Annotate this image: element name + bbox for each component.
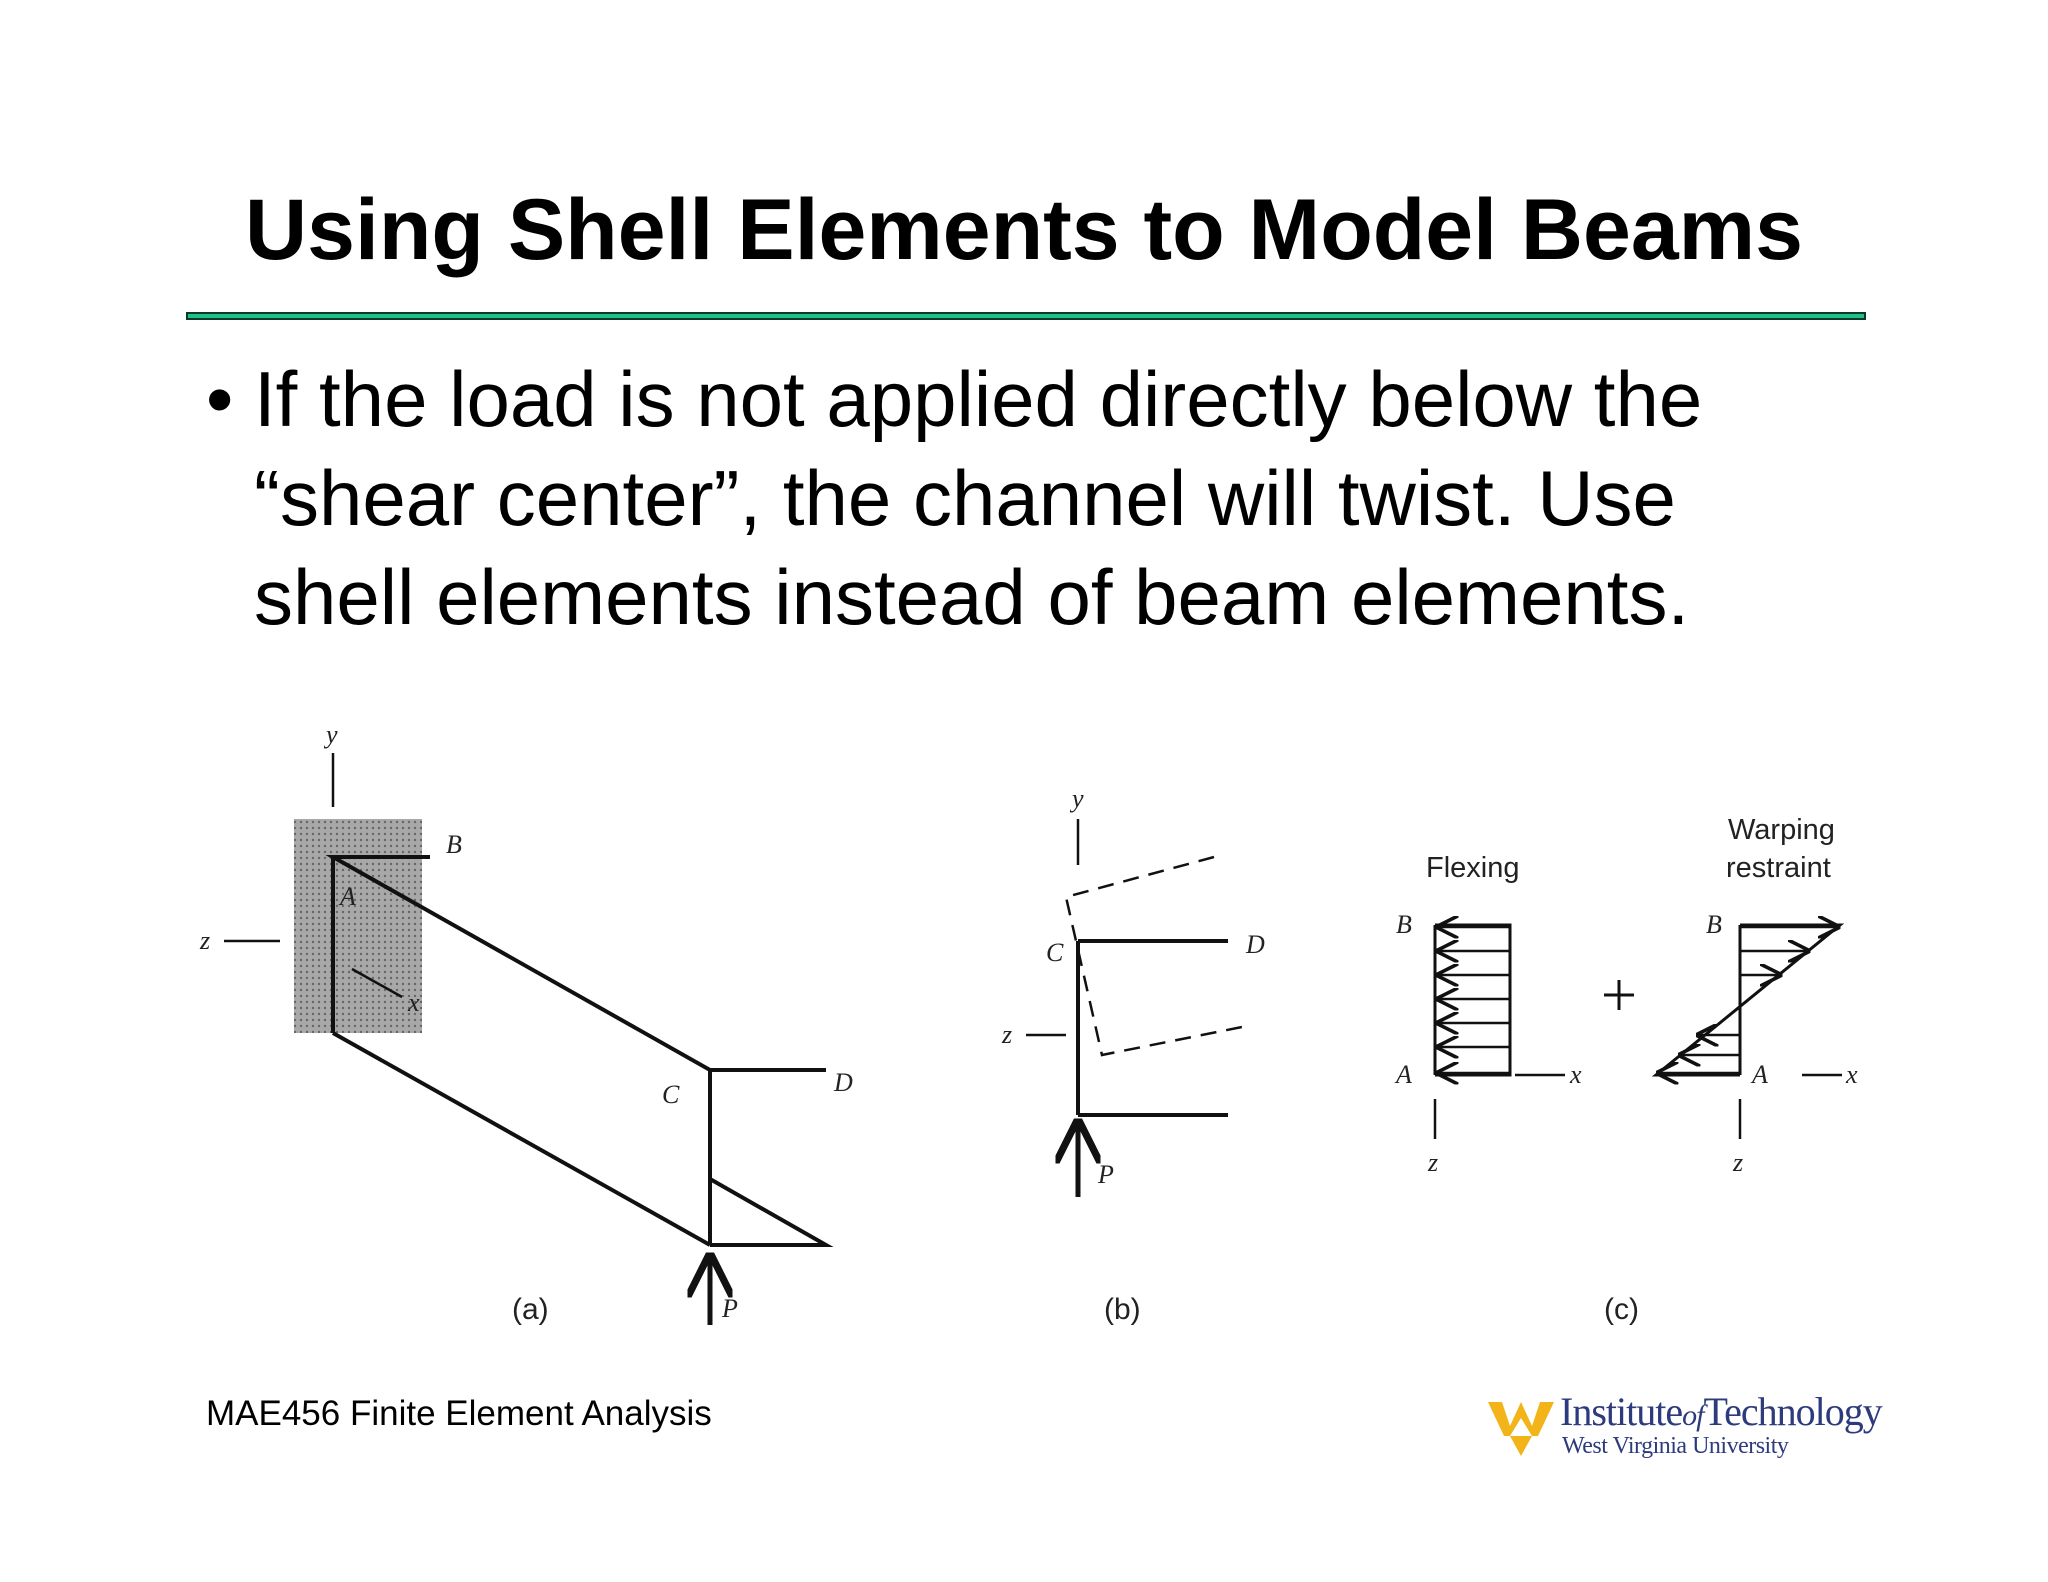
warping-distribution [1656,925,1840,1075]
label-b-c2: B [1706,910,1722,939]
logo-word-technology: Technology [1703,1389,1882,1434]
channel-web-top-edge [333,1033,710,1245]
caption-a: (a) [512,1293,549,1326]
bullet-line-1: If the load is not applied directly below the [254,355,1703,443]
title-divider [186,312,1866,320]
label-x-c1: x [1570,1060,1582,1089]
flexing-label: Flexing [1426,852,1520,884]
label-z-a: z [200,926,211,955]
channel-bottom-flange [710,1179,826,1245]
course-footer: MAE456 Finite Element Analysis [206,1394,712,1433]
panel-a-drawing [224,753,826,1325]
wvu-mark-icon [1488,1396,1554,1456]
channel-beam-figure [190,705,1870,1345]
label-c-b: C [1046,938,1064,967]
label-a-c1: A [1396,1060,1412,1089]
warping-label-1: Warping [1728,814,1835,846]
flexing-stress-arrows [1438,927,1510,1073]
label-y-a: y [326,720,338,749]
panel-b-drawing [1026,819,1242,1197]
label-b-c1: B [1396,910,1412,939]
label-c-point: C [662,1080,680,1109]
label-z-c2: z [1733,1148,1744,1177]
logo-institute-text [1560,1389,1882,1436]
logo-word-institute: Institute [1560,1389,1683,1434]
wall-support [294,819,422,1033]
warping-label-2: restraint [1726,852,1831,884]
label-p-b: P [1098,1160,1114,1189]
label-a-c2: A [1752,1060,1768,1089]
bullet-line-3: shell elements instead of beam elements. [254,553,1690,641]
label-y-b: y [1072,784,1084,813]
label-d-b: D [1246,930,1265,959]
bullet-text [254,350,1874,647]
bullet-line-2: “shear center”, the channel will twist. Use [254,454,1676,542]
label-a-point: A [340,882,356,911]
logo-wvu-text: West Virginia University [1562,1433,1789,1459]
label-z-b: z [1002,1020,1013,1049]
label-d-point: D [834,1068,853,1097]
label-x-c2: x [1846,1060,1858,1089]
university-logo [1488,1389,1882,1460]
logo-word-of: of [1682,1399,1704,1432]
caption-b: (b) [1104,1293,1141,1326]
caption-c: (c) [1604,1293,1639,1326]
label-p-a: P [722,1294,738,1323]
twisted-shape-b [1066,857,1242,1055]
panel-c-labels [1394,814,1858,1326]
label-b-point: B [446,830,462,859]
panel-b-labels [1001,784,1265,1326]
slide-title: Using Shell Elements to Model Beams [245,182,1803,278]
label-z-c1: z [1428,1148,1439,1177]
panel-c-drawing [1435,925,1842,1139]
label-x-a: x [408,988,420,1017]
bullet-dot-icon: • [206,355,234,443]
